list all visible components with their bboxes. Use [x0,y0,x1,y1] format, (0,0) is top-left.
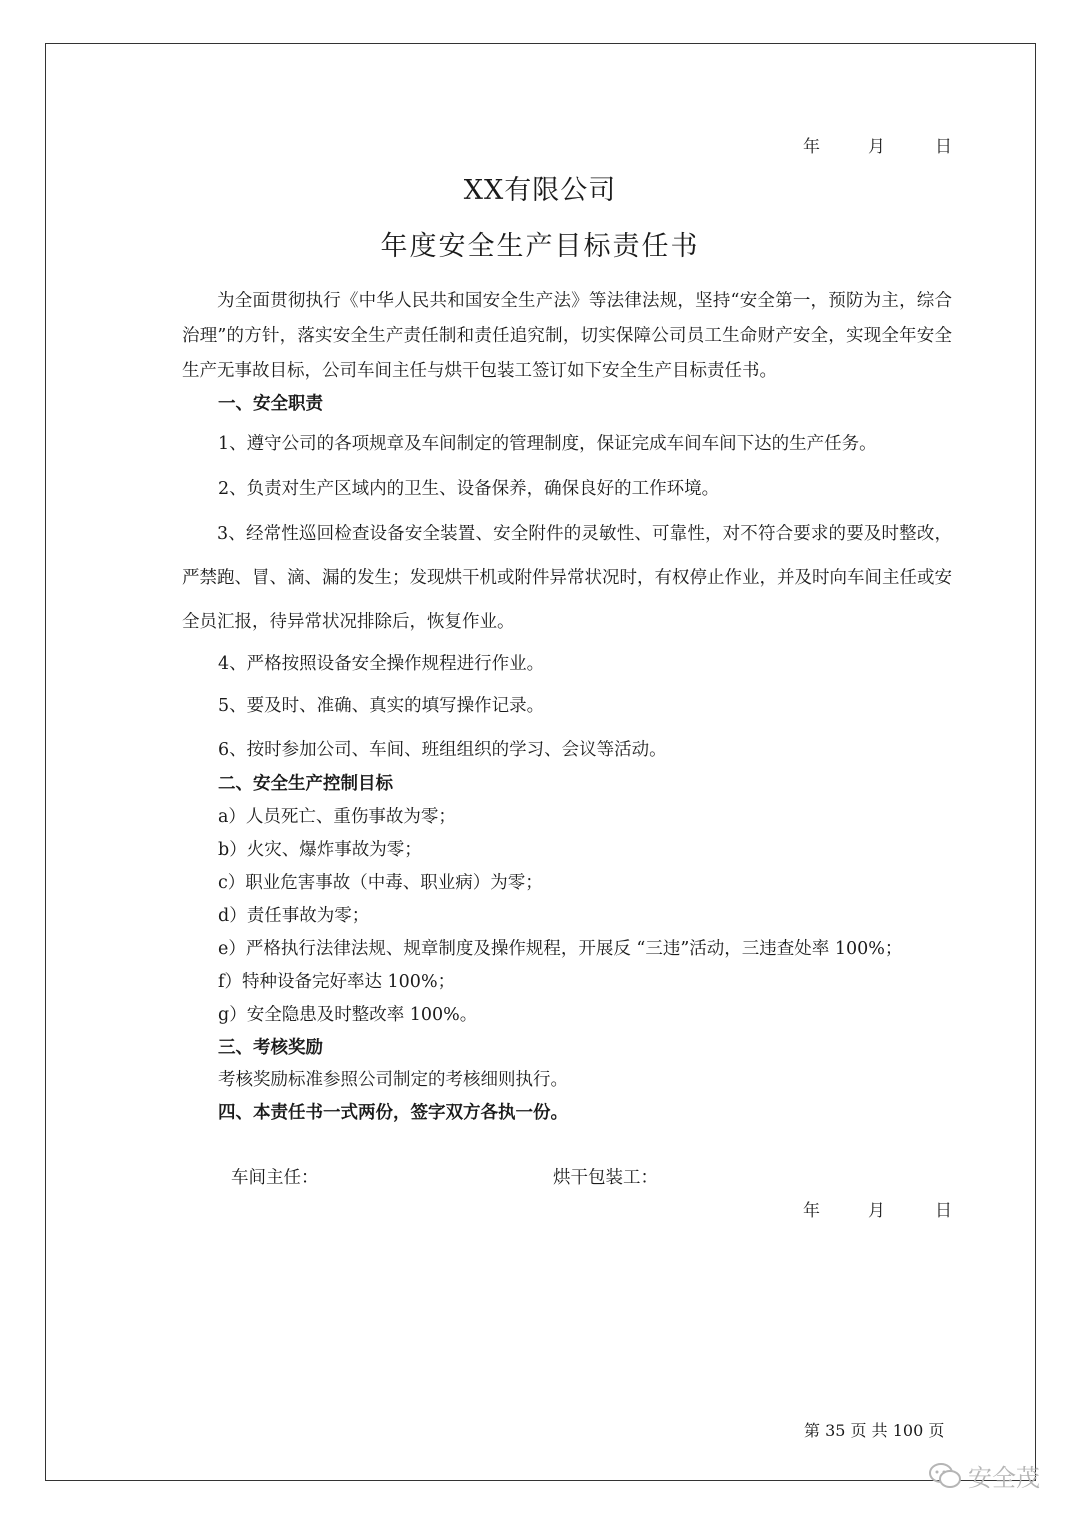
footer-date [0,1196,1080,1220]
date-day: 日 [935,1201,952,1221]
date-year: 年 [803,1201,820,1221]
page-number: 第 35 页 共 100 页 [804,1421,945,1440]
signature-party-b: 烘干包装工： [553,1168,658,1188]
section2-heading: 二、安全生产控制目标 [218,774,393,794]
target-item: g）安全隐患及时整改率 100%。 [218,1005,478,1025]
duty-item: 3、经常性巡回检查设备安全装置、安全附件的灵敏性、可靠性，对不符合要求的要及时整改，严禁跑、冒、滴、漏的发生；发现烘干机或附件异常状况时，有权停止作业，并及时向车间主任或安全员汇报，待异常状况排除后，恢复作业。 [182,524,952,632]
duty-item: 4、严格按照设备安全操作规程进行作业。 [218,654,545,674]
target-item: b）火灾、爆炸事故为零； [218,840,422,860]
date-month: 月 [868,1201,885,1221]
signature-party-a: 车间主任： [231,1168,319,1188]
watermark [928,1458,1040,1493]
section4-heading: 四、本责任书一式两份，签字双方各执一份。 [218,1103,568,1123]
date-month: 月 [868,137,885,157]
duty-item: 6、按时参加公司、车间、班组组织的学习、会议等活动。 [218,740,667,760]
target-item: e）严格执行法律法规、规章制度及操作规程，开展反 “三违”活动，三违查处率 100%； [218,939,903,959]
target-item: c）职业危害事故（中毒、职业病）为零； [218,873,543,893]
company-title: XX有限公司 [463,175,617,206]
section1-heading: 一、安全职责 [218,394,323,414]
section3-heading: 三、考核奖励 [218,1038,323,1058]
duty-item: 5、要及时、准确、真实的填写操作记录。 [218,696,545,716]
document-title: 年度安全生产目标责任书 [380,231,700,262]
target-item: a）人员死亡、重伤事故为零； [218,807,456,827]
target-item: f）特种设备完好率达 100%； [218,972,456,992]
date-day: 日 [935,137,952,157]
date-year: 年 [803,137,820,157]
chat-bubble-icon [928,1461,962,1491]
header-date [0,132,1080,156]
duty-item: 1、遵守公司的各项规章及车间制定的管理制度，保证完成车间车间下达的生产任务。 [218,434,877,454]
section3-text: 考核奖励标准参照公司制定的考核细则执行。 [218,1070,568,1090]
intro-paragraph: 为全面贯彻执行《中华人民共和国安全生产法》等法律法规，坚持“安全第一，预防为主，综合治理”的方针，落实安全生产责任制和责任追究制，切实保障公司员工生命财产安全，实现全年安全生产无事故目标，公司车间主任与烘干包装工签订如下安全生产目标责任书。 [182,291,952,381]
target-item: d）责任事故为零； [218,906,370,926]
duty-item: 2、负责对生产区域内的卫生、设备保养，确保良好的工作环境。 [218,479,720,499]
watermark-text: 安全茂 [968,1464,1040,1492]
